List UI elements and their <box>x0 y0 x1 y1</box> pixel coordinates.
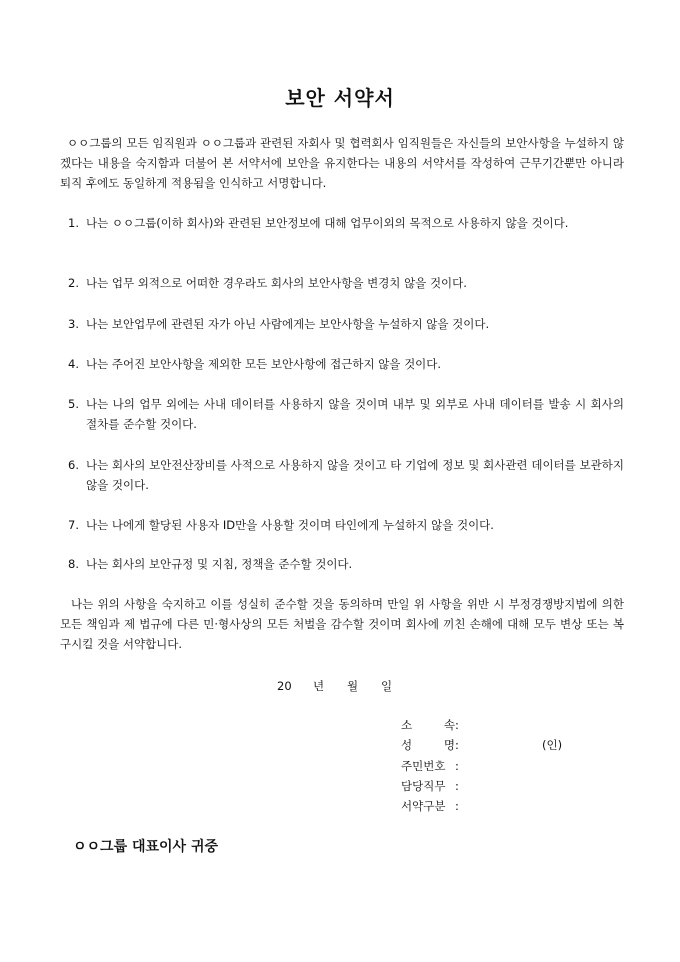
date-year-label: 년 <box>313 679 325 693</box>
affiliation-label: 소 속 <box>401 718 455 732</box>
pledge-item-number: 5. <box>68 397 79 411</box>
signature-id-row <box>401 756 465 776</box>
pledge-item-text: 나는 회사의 보안규정 및 지침, 정책을 준수할 것이다. <box>86 557 353 571</box>
pledge-item-4 <box>68 354 624 374</box>
date-month-label: 월 <box>347 679 359 693</box>
pledge-item-text: 나는 회사의 보안전산장비를 사적으로 사용하지 않을 것이고 타 기업에 정보 및 회사관련 데이터를 보관하지 않을 것이다. <box>86 458 624 492</box>
date-year-prefix: 20 <box>277 679 292 693</box>
pledge-item-number: 8. <box>68 557 79 571</box>
pledge-item-text: 나는 ㅇㅇ그룹(이하 회사)와 관련된 보안정보에 대해 업무이외의 목적으로 사용하지 않을 것이다. <box>86 216 569 230</box>
colon: : <box>455 779 459 793</box>
pledge-item-6 <box>68 455 624 495</box>
signature-position-row <box>401 776 465 796</box>
signature-affiliation-row <box>401 715 465 735</box>
id-number-label: 주민번호 <box>401 759 446 773</box>
pledge-item-text: 나는 주어진 보안사항을 제외한 모든 보안사항에 접근하지 않을 것이다. <box>86 357 442 371</box>
pledge-item-number: 3. <box>68 317 79 331</box>
intro-paragraph: ㅇㅇ그룹의 모든 임직원과 ㅇㅇ그룹과 관련된 자회사 및 협력회사 임직원들은 자신들의 보안사항을 누설하지 않겠다는 내용을 숙지함과 더불어 본 서약서에 보안을 유지한다는 내용의 서약서를 작성하여 근무기간뿐만 아니라 퇴직 후에도 동일하게 적용됨을 인식하고 서명합니다. <box>60 136 624 190</box>
document-title: 보안 서약서 <box>285 86 395 110</box>
date-line <box>277 676 392 696</box>
pledge-item-7 <box>68 515 624 535</box>
signature-name-row <box>401 735 563 755</box>
pledge-item-5 <box>68 394 624 434</box>
pledge-item-text: 나는 업무 외적으로 어떠한 경우라도 회사의 보안사항을 변경치 않을 것이다. <box>86 276 467 290</box>
pledge-item-2 <box>68 273 624 293</box>
signature-pledge-type-row <box>401 796 465 816</box>
pledge-item-number: 7. <box>68 518 79 532</box>
pledge-item-text: 나는 나의 업무 외에는 사내 데이터를 사용하지 않을 것이며 내부 및 외부로 사내 데이터를 발송 시 회사의 절차를 준수할 것이다. <box>86 397 624 431</box>
colon: : <box>455 759 459 773</box>
pledge-item-number: 6. <box>68 458 79 472</box>
pledge-item-text: 나는 보안업무에 관련된 자가 아닌 사람에게는 보안사항을 누설하지 않을 것이다. <box>86 317 490 331</box>
pledge-item-text: 나는 나에게 할당된 사용자 ID만을 사용할 것이며 타인에게 누설하지 않을 것이다. <box>86 518 494 532</box>
closing-paragraph: 나는 위의 사항을 숙지하고 이를 성실히 준수할 것을 동의하며 만일 위 사항을 위반 시 부정경쟁방지법에 의한 모든 책임과 제 법규에 다른 민·형사상의 모든 처벌을 감수할 것이며 회사에 끼친 손해에 대해 모두 변상 또는 복구시킬 것을 서약합니다. <box>60 597 624 651</box>
pledge-type-label: 서약구분 <box>401 799 446 813</box>
pledge-item-3 <box>68 314 624 334</box>
colon: : <box>455 718 459 732</box>
pledge-item-number: 1. <box>68 216 79 230</box>
recipient-footer: ㅇㅇ그룹 대표이사 귀중 <box>73 839 218 855</box>
pledge-item-number: 2. <box>68 276 79 290</box>
colon: : <box>455 738 459 752</box>
position-label: 담당직무 <box>401 779 446 793</box>
pledge-item-number: 4. <box>68 357 79 371</box>
date-day-label: 일 <box>381 679 393 693</box>
colon: : <box>455 799 459 813</box>
name-label: 성 명 <box>401 738 455 752</box>
pledge-item-8 <box>68 554 624 574</box>
pledge-item-1 <box>68 213 624 233</box>
seal-mark: (인) <box>542 738 563 752</box>
